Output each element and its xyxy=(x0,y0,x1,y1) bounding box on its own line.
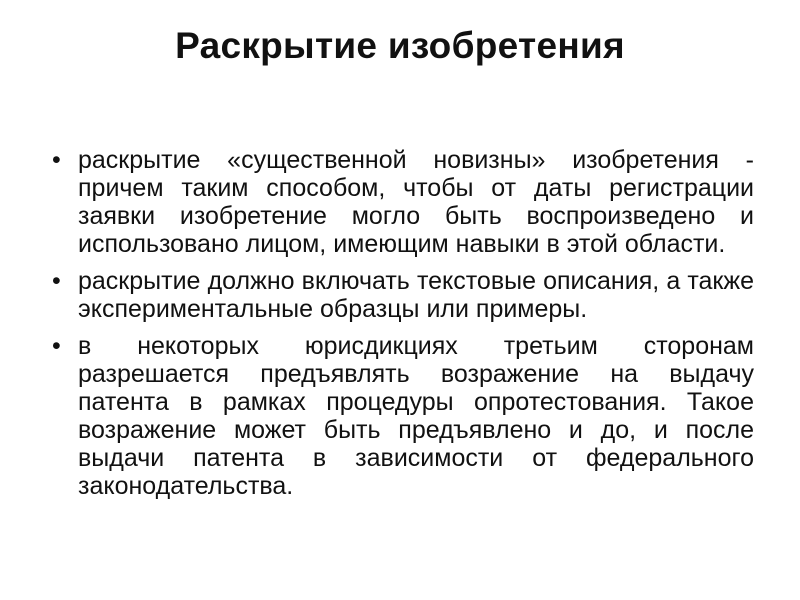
slide-title: Раскрытие изобретения xyxy=(175,25,625,66)
bullet-dot-icon: • xyxy=(52,332,61,360)
bullet-text: в некоторых юрисдикциях третьим сторонам разрешается предъявлять возражение на выдачу патента в рамках процедуры опротестования. Такое возражение может быть предъявлено и до, и после выдачи патента в зависимости от федерального законодательства. xyxy=(78,332,754,500)
bullet-dot-icon: • xyxy=(52,267,61,295)
bullet-item xyxy=(52,332,754,500)
bullet-text: раскрытие «существенной новизны» изобретения - причем таким способом, чтобы от даты регистрации заявки изобретение могло быть воспроизведено и использовано лицом, имеющим навыки в этой области. xyxy=(78,146,754,258)
bullet-item xyxy=(52,146,754,258)
bullet-text: раскрытие должно включать текстовые описания, а также экспериментальные образцы или примеры. xyxy=(78,267,754,323)
bullet-list xyxy=(52,146,754,509)
bullet-dot-icon: • xyxy=(52,146,61,174)
bullet-item xyxy=(52,267,754,323)
